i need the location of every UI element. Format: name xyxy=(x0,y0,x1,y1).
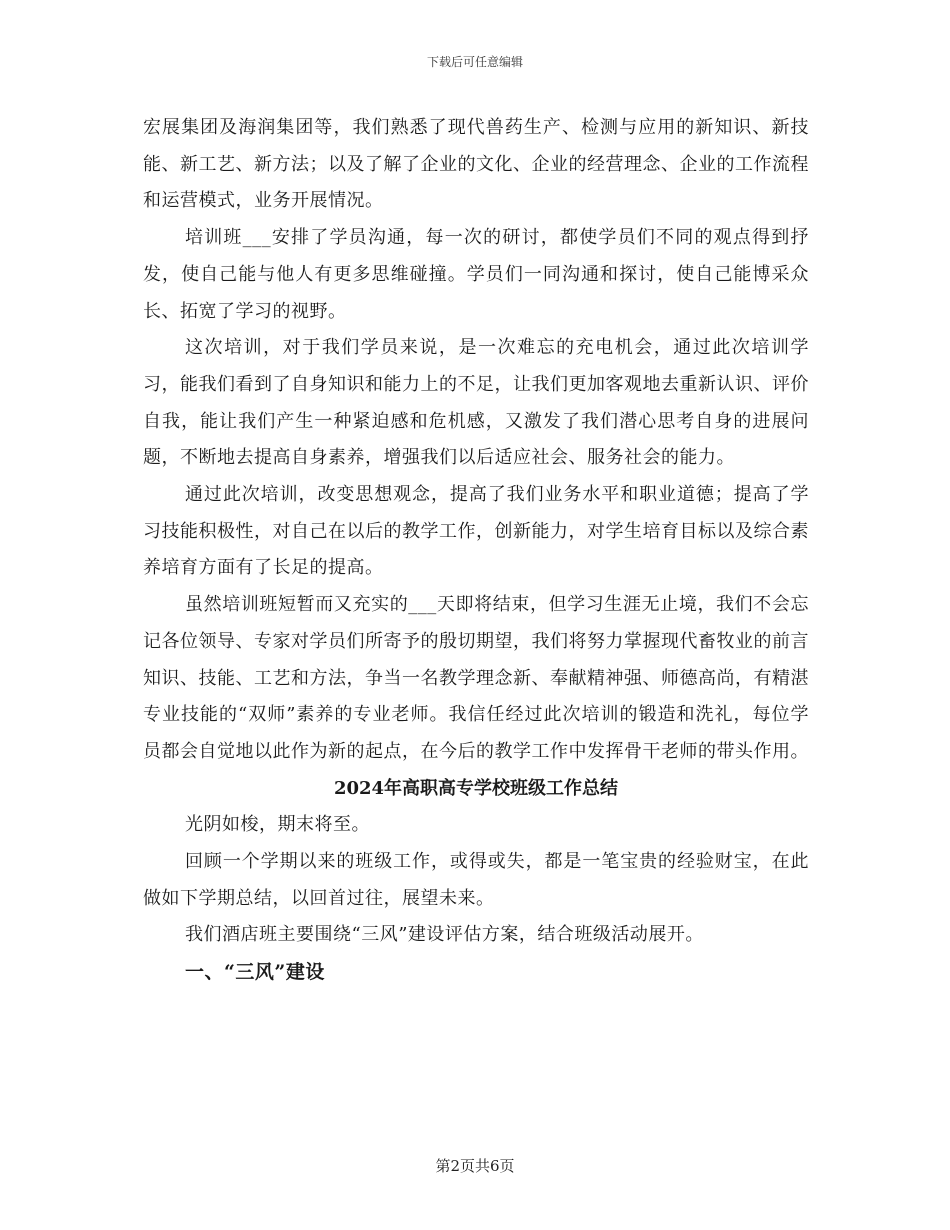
paragraph-3: 这次培训，对于我们学员来说，是一次难忘的充电机会，通过此次培训学习，能我们看到了自身知识和能力上的不足，让我们更加客观地去重新认识、评价自我，能让我们产生一种紧迫感和危机感，又激发了我们潜心思考自身的进展问题，不断地去提高自身素养，增强我们以后适应社会、服务社会的能力。 xyxy=(143,337,809,469)
paragraph-4: 通过此次培训，改变思想观念，提高了我们业务水平和职业道德；提高了学习技能积极性，对自己在以后的教学工作，创新能力，对学生培育目标以及综合素养培育方面有了长足的提高。 xyxy=(143,484,809,579)
page-header: 下载后可任意编辑 xyxy=(426,55,523,69)
section-paragraph-3: 我们酒店班主要围绕“三风”建设评估方案，结合班级活动展开。 xyxy=(185,924,704,946)
page-footer: 第2页共6页 xyxy=(435,1157,515,1175)
section-paragraph-1: 光阴如梭，期末将至。 xyxy=(185,814,370,836)
document-body xyxy=(143,110,809,991)
subheading-sanfeng: 一、“三风”建设 xyxy=(185,961,325,984)
section-paragraph-2: 回顾一个学期以来的班级工作，或得或失，都是一笔宝贵的经验财宝，在此做如下学期总结，以回首过往，展望未来。 xyxy=(143,851,809,909)
paragraph-1: 宏展集团及海润集团等，我们熟悉了现代兽药生产、检测与应用的新知识、新技能、新工艺、新方法；以及了解了企业的文化、企业的经营理念、企业的工作流程和运营模式，业务开展情况。 xyxy=(143,117,809,212)
section-title: 2024年高职高专学校班级工作总结 xyxy=(333,777,619,799)
paragraph-5: 虽然培训班短暂而又充实的___天即将结束，但学习生涯无止境，我们不会忘记各位领导、专家对学员们所寄予的殷切期望，我们将努力掌握现代畜牧业的前言知识、技能、工艺和方法，争当一名教学理念新、奉献精神强、师德高尚，有精湛专业技能的“双师”素养的专业老师。我信任经过此次培训的锻造和洗礼，每位学员都会自觉地以此作为新的起点，在今后的教学工作中发挥骨干老师的带头作用。 xyxy=(143,594,809,762)
paragraph-2: 培训班___安排了学员沟通，每一次的研讨，都使学员们不同的观点得到抒发，使自己能与他人有更多思维碰撞。学员们一同沟通和探讨，使自己能博采众长、拓宽了学习的视野。 xyxy=(143,227,809,322)
